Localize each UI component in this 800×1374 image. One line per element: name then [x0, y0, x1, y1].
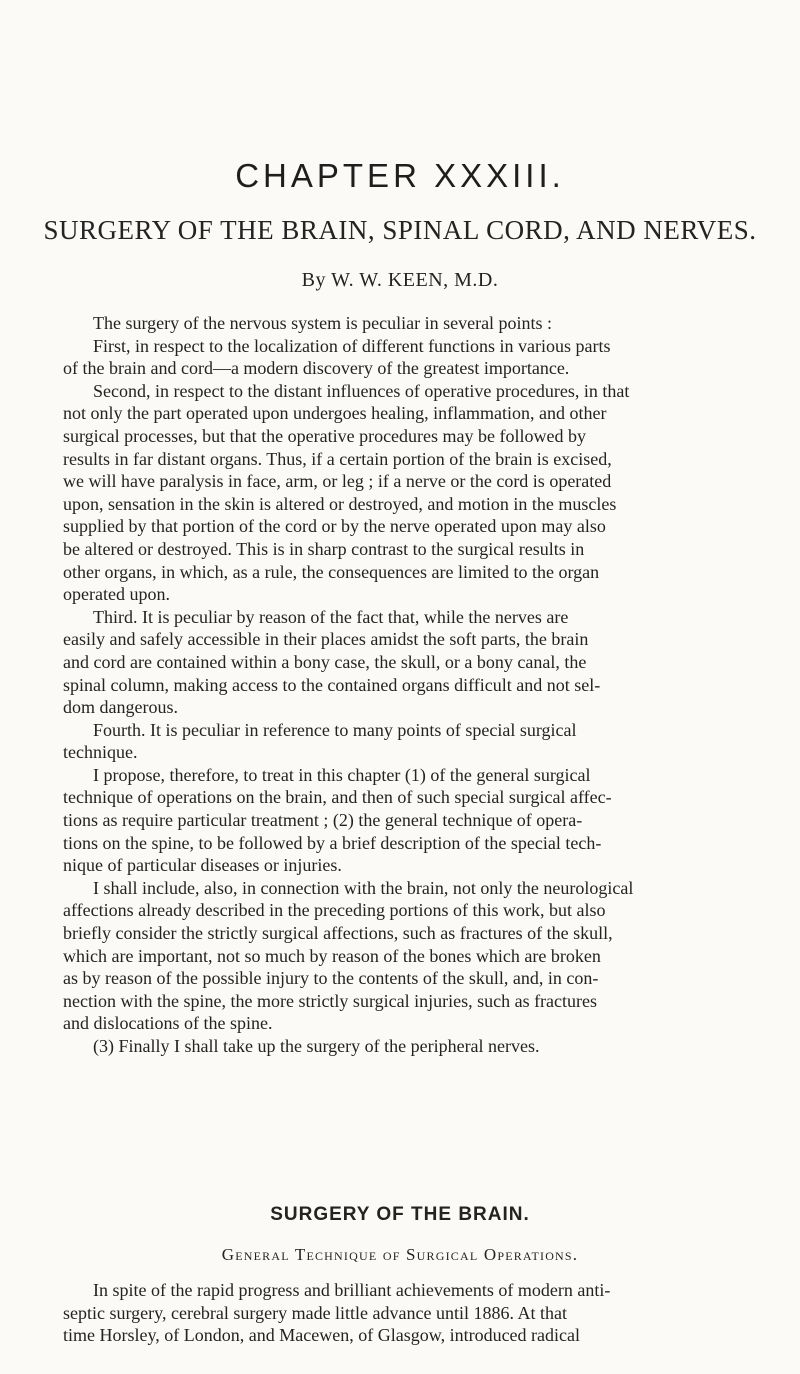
text-line: not only the part operated upon undergoes healing, inflammation, and other	[63, 403, 607, 424]
text-line: results in far distant organs. Thus, if a certain portion of the brain is excised,	[63, 448, 612, 469]
text-line: technique.	[63, 742, 138, 763]
section-text-block	[63, 1279, 753, 1347]
text-line: dom dangerous.	[63, 697, 178, 718]
text-line: we will have paralysis in face, arm, or leg ; if a nerve or the cord is operated	[63, 471, 612, 492]
text-line: Third. It is peculiar by reason of the fact that, while the nerves are	[93, 606, 569, 627]
section-subheading: General Technique of Surgical Operations.	[221, 1245, 579, 1264]
text-line: other organs, in which, as a rule, the consequences are limited to the organ	[63, 561, 600, 582]
text-line: In spite of the rapid progress and brilliant achievements of modern anti-	[93, 1280, 611, 1300]
text-line: which are important, not so much by reason of the bones which are broken	[63, 945, 601, 966]
text-line: I propose, therefore, to treat in this chapter (1) of the general surgical	[93, 764, 591, 785]
text-line: septic surgery, cerebral surgery made little advance until 1886. At that	[63, 1302, 568, 1323]
intro-text-block	[63, 312, 753, 1058]
text-line: Second, in respect to the distant influences of operative procedures, in that	[93, 380, 630, 401]
text-line: and dislocations of the spine.	[63, 1013, 273, 1034]
text-line: affections already described in the preceding portions of this work, but also	[63, 900, 606, 921]
text-line: (3) Finally I shall take up the surgery of the peripheral nerves.	[93, 1036, 540, 1056]
text-line: be altered or destroyed. This is in sharp contrast to the surgical results in	[63, 538, 585, 559]
text-line: Fourth. It is peculiar in reference to many points of special surgical	[93, 719, 577, 740]
text-line: time Horsley, of London, and Macewen, of Glasgow, introduced radical	[63, 1325, 581, 1346]
text-line: upon, sensation in the skin is altered or destroyed, and motion in the muscles	[63, 493, 617, 514]
text-line: tions as require particular treatment ; (2) the general technique of opera-	[63, 810, 583, 831]
text-line: nection with the spine, the more strictly surgical injuries, such as fractures	[63, 990, 598, 1011]
author-byline: By W. W. KEEN, M.D.	[301, 269, 499, 291]
text-line: technique of operations on the brain, and then of such special surgical affec-	[63, 787, 612, 808]
text-line: as by reason of the possible injury to the contents of the skull, and, in con-	[63, 968, 599, 989]
text-line: tions on the spine, to be followed by a brief description of the special tech-	[63, 832, 602, 853]
section-heading: SURGERY OF THE BRAIN.	[270, 1204, 530, 1225]
chapter-number-heading: CHAPTER XXXIII.	[235, 157, 565, 194]
text-line: operated upon.	[63, 584, 170, 605]
text-line: spinal column, making access to the contained organs difficult and not sel-	[63, 674, 601, 695]
text-line: briefly consider the strictly surgical affections, such as fractures of the skull,	[63, 923, 613, 944]
text-line: and cord are contained within a bony case, the skull, or a bony canal, the	[63, 651, 587, 672]
chapter-title: SURGERY OF THE BRAIN, SPINAL CORD, AND NERVES.	[43, 215, 757, 245]
text-line: easily and safely accessible in their places amidst the soft parts, the brain	[63, 629, 589, 650]
text-line: of the brain and cord—a modern discovery of the greatest importance.	[63, 358, 570, 379]
text-line: surgical processes, but that the operative procedures may be followed by	[63, 425, 587, 446]
text-line: I shall include, also, in connection with the brain, not only the neurological	[93, 877, 634, 898]
text-line: The surgery of the nervous system is peculiar in several points :	[93, 313, 553, 333]
text-line: First, in respect to the localization of different functions in various parts	[93, 335, 611, 356]
text-line: supplied by that portion of the cord or by the nerve operated upon may also	[63, 516, 606, 537]
text-line: nique of particular diseases or injuries.	[63, 855, 342, 876]
